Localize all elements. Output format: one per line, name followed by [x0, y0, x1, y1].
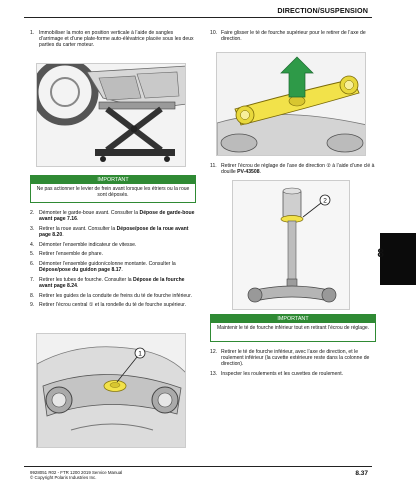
- left-column-top: [30, 30, 198, 52]
- step-text: Retirer l’ensemble de phare.: [39, 251, 103, 258]
- step-text: Retirer la roue avant. Consulter la: [39, 225, 117, 232]
- step-number: 6.: [30, 260, 35, 267]
- step-7: [30, 277, 198, 289]
- header-divider: [24, 17, 372, 18]
- step-number: 3.: [30, 225, 35, 232]
- cross-reference-link[interactable]: Dépose/pose de la roue avant: [116, 225, 189, 232]
- figure-upper-triple-clamp: [36, 333, 186, 448]
- step-13: [210, 371, 375, 377]
- step-text: Immobiliser la moto en position verticale à l’aide de sangles d’arrimage et d’une plate-forme auto-élévatrice placée sous les deux parties du carter moteur.: [39, 30, 194, 49]
- step-number: 13.: [210, 370, 218, 377]
- step-10: [210, 30, 375, 42]
- step-3: [30, 226, 198, 238]
- right-column-top: [210, 30, 375, 46]
- notice-text: Ne pas actionner le levier de frein avant lorsque les étriers ou la roue sont déposés.: [36, 186, 190, 199]
- step-11: [210, 163, 375, 175]
- step-number: 8.: [30, 292, 35, 299]
- step-text-end: .: [76, 216, 79, 223]
- step-4: [30, 242, 198, 248]
- page-reference[interactable]: page 8.24: [53, 282, 77, 289]
- chapter-number: 8: [377, 246, 384, 260]
- page-reference[interactable]: page 7.16: [53, 216, 77, 223]
- step-text: Retirer les tubes de fourche. Consulter la: [39, 276, 133, 283]
- copyright: © Copyright Polaris Industries Inc.: [30, 475, 97, 481]
- step-text-end: .: [76, 282, 79, 289]
- step-number: 5.: [30, 251, 35, 258]
- step-12: [210, 349, 375, 367]
- page-reference[interactable]: page 8.20: [39, 231, 63, 238]
- step-number: 12.: [210, 349, 218, 355]
- page-reference[interactable]: page 8.17: [98, 267, 122, 274]
- step-text-end: .: [259, 169, 261, 176]
- step-text: Retirer le té de fourche inférieur, avec l’axe de direction, et le roulement inférieur (la cuvette extérieure reste dans la colonne de direction).: [221, 349, 370, 368]
- right-column-middle: [210, 163, 375, 179]
- footer-divider: [24, 466, 372, 467]
- page-number: 8.37: [355, 470, 368, 477]
- step-text: Retirer l’écrou de réglage de l’axe de direction ② à l’aide d’une clé à douille: [221, 163, 375, 176]
- adjusting-nut-illustration: [233, 181, 350, 310]
- important-notice: [30, 175, 196, 203]
- step-9: [30, 302, 198, 308]
- step-number: 11.: [210, 163, 217, 169]
- notice-title: IMPORTANT: [31, 176, 195, 184]
- tool-reference: PV-43508: [237, 169, 260, 176]
- section-title: DIRECTION/SUSPENSION: [277, 6, 368, 15]
- motorcycle-lift-illustration: [37, 64, 186, 167]
- callout-label: 1: [138, 350, 142, 358]
- cross-reference-link[interactable]: Dépose/pose du guidon: [39, 267, 97, 274]
- step-6: [30, 261, 198, 273]
- step-number: 10.: [210, 30, 218, 36]
- step-text: Démonter l’ensemble guidon/colonne montante. Consulter la: [39, 260, 176, 267]
- step-text-end: .: [121, 267, 123, 274]
- step-2: [30, 210, 198, 222]
- manual-id: 9928051 R02 - FTR 1200 2019 Service Manual: [30, 470, 123, 475]
- step-text-end: .: [62, 231, 64, 238]
- figure-motorcycle-on-lift: [36, 63, 186, 167]
- cross-reference-link[interactable]: Dépose de garde-boue avant: [39, 210, 195, 223]
- step-number: 2.: [30, 210, 35, 216]
- upper-clamp-removal-illustration: [217, 53, 366, 156]
- step-text: Faire glisser le té de fourche supérieur pour le retirer de l’axe de direction.: [221, 30, 366, 43]
- step-number: 4.: [30, 241, 35, 248]
- step-text: Démonter le garde-boue avant. Consulter la: [39, 210, 140, 216]
- step-number: 9.: [30, 302, 35, 309]
- step-text: Démonter l’ensemble indicateur de vitesse.: [39, 241, 137, 248]
- step-1: [30, 30, 198, 48]
- cross-reference-link[interactable]: Dépose de la fourche avant: [39, 276, 185, 289]
- step-text: Inspecter les roulements et les cuvettes de roulement.: [221, 370, 344, 377]
- notice-text: Maintenir le té de fourche inférieur tout en retirant l’écrou de réglage.: [216, 325, 370, 331]
- step-number: 1.: [30, 30, 35, 36]
- figure-adjusting-nut: [232, 180, 350, 310]
- figure-remove-upper-clamp: [216, 52, 366, 156]
- callout-label: 2: [323, 197, 327, 205]
- footer-info: [30, 470, 122, 481]
- step-text: Retirer les guides de la conduite de freins du té de fourche inférieur.: [39, 292, 192, 299]
- step-number: 7.: [30, 276, 35, 283]
- right-column-bottom: [210, 349, 375, 381]
- step-8: [30, 293, 198, 299]
- notice-title: IMPORTANT: [211, 315, 375, 323]
- chapter-tab: [380, 233, 416, 285]
- triple-clamp-illustration: [37, 334, 186, 448]
- left-column-steps: [30, 210, 198, 312]
- step-text: Retirer l’écrou central ① et la rondelle du té de fourche supérieur.: [39, 302, 186, 309]
- important-notice: [210, 314, 376, 342]
- step-5: [30, 251, 198, 257]
